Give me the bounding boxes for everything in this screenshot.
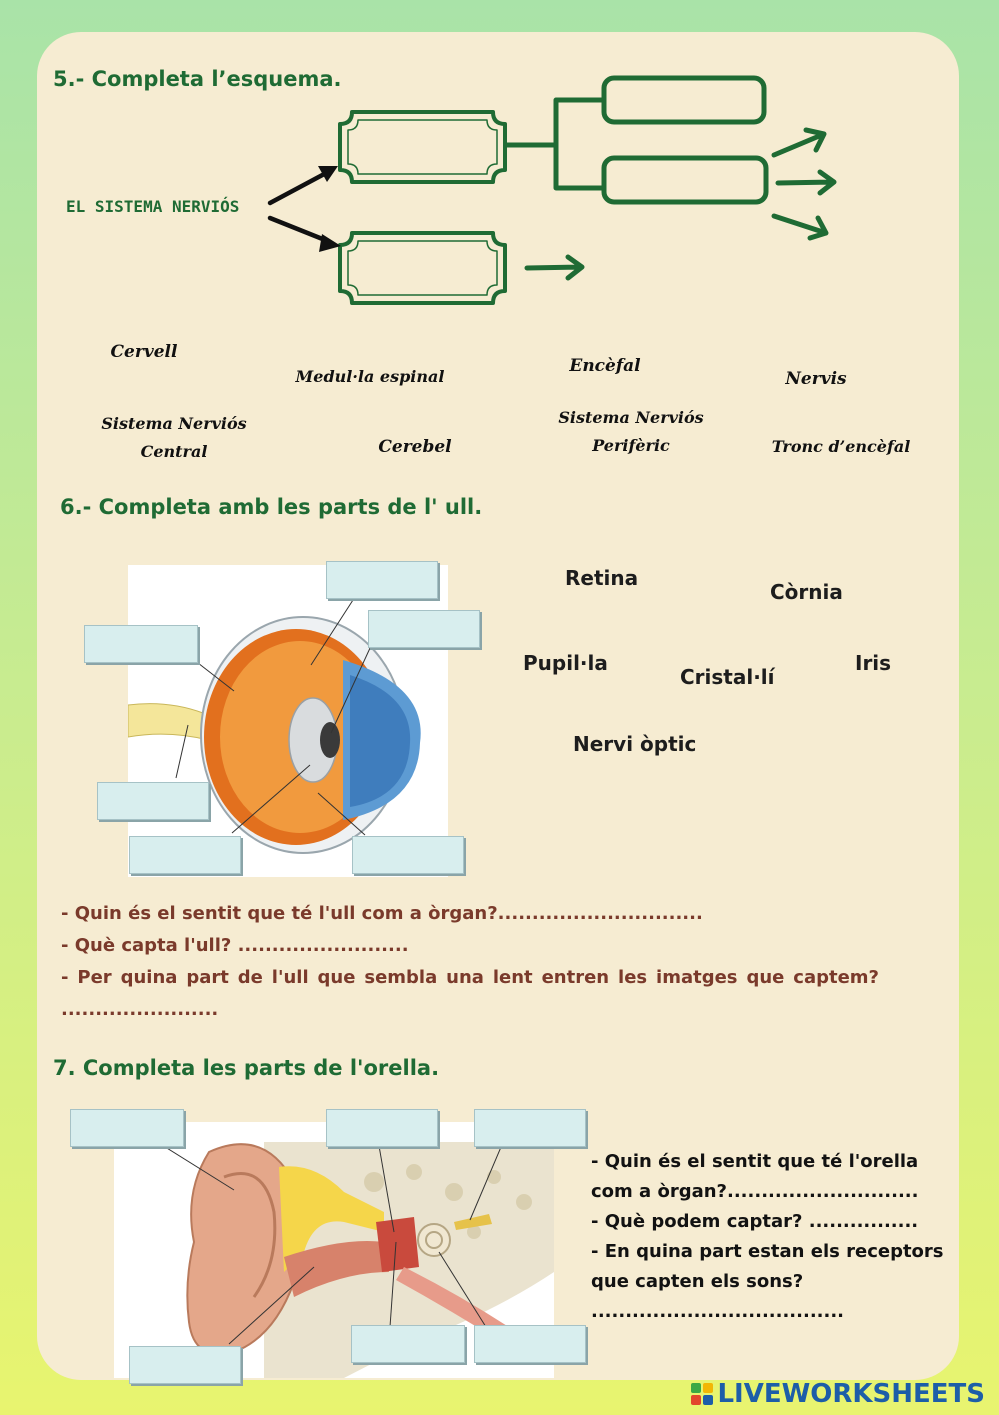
ear-answer-box-top-middle[interactable] — [326, 1109, 438, 1147]
scheme-root-label: EL SISTEMA NERVIÓS — [66, 197, 240, 216]
nervous-system-scheme — [0, 0, 999, 320]
eye-answer-box-bottom-right[interactable] — [352, 836, 464, 874]
eye-word-cornia[interactable]: Còrnia — [770, 580, 843, 604]
scheme-arrow-up-black — [270, 172, 328, 203]
ear-answer-box-bottom-middle[interactable] — [351, 1325, 465, 1363]
word-encefal[interactable]: Encèfal — [569, 356, 641, 376]
eye-word-pupilla[interactable]: Pupil·la — [523, 651, 608, 675]
scheme-box-right-top — [604, 78, 764, 122]
word-sistema-nervios-central[interactable]: Sistema Nerviós Central — [101, 414, 247, 461]
eye-answer-box-middle-left[interactable] — [97, 782, 209, 820]
ear-question-3[interactable]: - En quina part estan els receptors que capten els sons? ..................................... — [591, 1241, 944, 1322]
eye-word-nervi-optic[interactable]: Nervi òptic — [573, 732, 697, 756]
scheme-arrow-2 — [778, 172, 834, 193]
ear-question-1[interactable]: - Quin és el sentit que té l'orella com a òrgan?............................ — [591, 1151, 919, 1202]
section5-heading: 5.- Completa l’esquema. — [53, 67, 342, 91]
ear-answer-box-top-right[interactable] — [474, 1109, 586, 1147]
scheme-arrow-3 — [774, 216, 826, 238]
eye-question-3[interactable]: - Per quina part de l'ull que sembla una lent entren les imatges que captem? ....................... — [61, 967, 879, 1020]
scheme-arrow-1 — [774, 130, 824, 155]
scheme-arrow-4 — [527, 257, 582, 278]
eye-answer-box-upper-right[interactable] — [368, 610, 480, 648]
word-cerebel[interactable]: Cerebel — [378, 437, 452, 457]
word-sistema-nervios-periferic[interactable]: Sistema Nerviós Perifèric — [558, 408, 704, 455]
eye-answer-box-bottom-left[interactable] — [129, 836, 241, 874]
word-cervell[interactable]: Cervell — [110, 342, 178, 362]
ear-answer-box-bottom-left[interactable] — [129, 1346, 241, 1384]
scheme-box-right-bottom — [604, 158, 766, 202]
scheme-bracket — [506, 100, 604, 188]
eye-word-iris[interactable]: Iris — [855, 651, 892, 675]
scheme-box-upper-outer — [340, 112, 505, 182]
word-tronc-encefal[interactable]: Tronc d’encèfal — [771, 437, 911, 456]
scheme-box-lower-outer — [340, 233, 505, 303]
word-medulla-espinal[interactable]: Medul·la espinal — [295, 367, 445, 386]
ear-answer-box-top-left[interactable] — [70, 1109, 184, 1147]
liveworksheets-logo-icon — [691, 1383, 713, 1405]
eye-question-1[interactable]: - Quin és el sentit que té l'ull com a òrgan?.............................. — [61, 903, 703, 924]
liveworksheets-logo — [691, 1379, 985, 1409]
eye-answer-box-upper-left[interactable] — [84, 625, 198, 663]
eye-answer-box-top[interactable] — [326, 561, 438, 599]
section7-heading: 7. Completa les parts de l'orella. — [53, 1056, 440, 1080]
eye-word-cristalli[interactable]: Cristal·lí — [680, 665, 775, 689]
eye-word-retina[interactable]: Retina — [565, 566, 639, 590]
scheme-box-lower-inner — [348, 241, 497, 295]
section6-heading: 6.- Completa amb les parts de l' ull. — [60, 495, 483, 519]
scheme-box-upper-inner — [348, 120, 497, 174]
liveworksheets-logo-text: LIVEWORKSHEETS — [717, 1379, 985, 1409]
ear-question-2[interactable]: - Què podem captar? ................ — [591, 1211, 919, 1232]
scheme-arrow-down-black — [270, 218, 330, 242]
ear-answer-box-bottom-right[interactable] — [474, 1325, 586, 1363]
eye-question-2[interactable]: - Què capta l'ull? ......................... — [61, 935, 409, 956]
word-nervis[interactable]: Nervis — [785, 369, 847, 389]
